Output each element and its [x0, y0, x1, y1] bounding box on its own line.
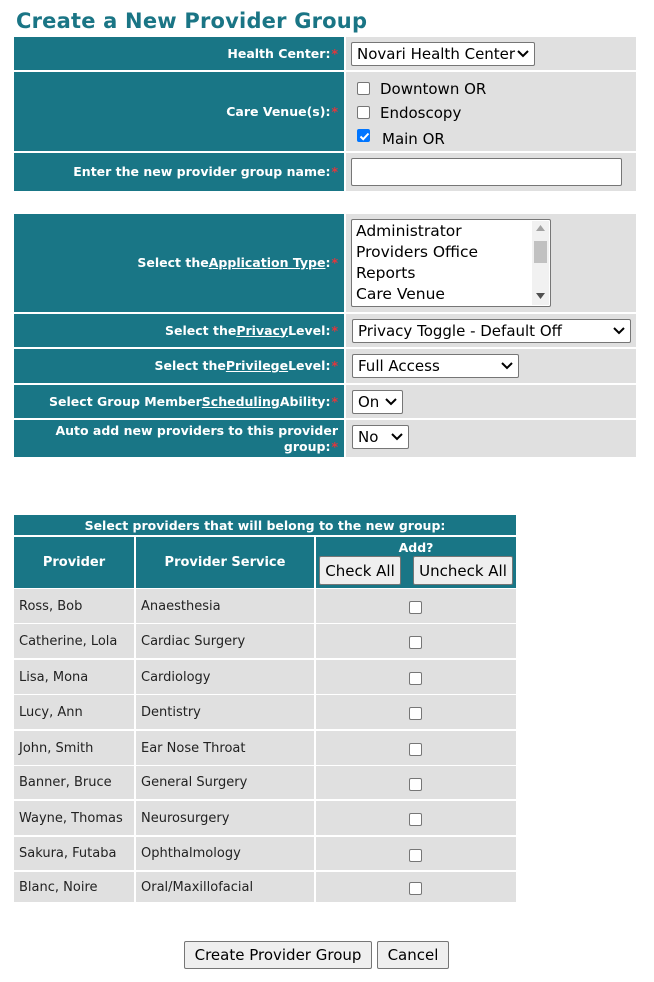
scheduling-help-link[interactable]: Scheduling [201, 393, 280, 409]
listbox-option[interactable]: Administrator [356, 222, 462, 240]
provider-add-checkbox[interactable] [409, 672, 422, 685]
provider-add-cell [316, 801, 516, 835]
provider-add-cell [316, 695, 516, 729]
page-title: Create a New Provider Group [16, 9, 368, 33]
scrollbar-thumb[interactable] [534, 241, 547, 263]
provider-service-cell: General Surgery [136, 766, 314, 799]
privilege-level-label: Select the Privilege Level: * [14, 349, 344, 383]
scheduling-ability-select[interactable]: On [352, 390, 403, 414]
provider-add-cell [316, 837, 516, 870]
provider-name-cell: Ross, Bob [14, 589, 134, 623]
privacy-level-label: Select the Privacy Level: * [14, 314, 344, 347]
group-name-input[interactable] [351, 158, 622, 186]
add-column-header [316, 537, 516, 588]
provider-add-checkbox[interactable] [409, 601, 422, 614]
provider-service-cell: Dentistry [136, 695, 314, 729]
provider-add-checkbox[interactable] [409, 882, 422, 895]
provider-service-cell: Cardiac Surgery [136, 624, 314, 658]
create-provider-group-button[interactable]: Create Provider Group [184, 941, 372, 969]
provider-name-cell: Wayne, Thomas [14, 801, 134, 835]
privacy-level-cell [346, 314, 636, 347]
care-venue-cell [346, 72, 636, 151]
checkmark-icon [358, 130, 371, 143]
privilege-level-cell [346, 349, 636, 383]
cancel-button[interactable]: Cancel [377, 941, 449, 969]
scheduling-ability-cell [346, 385, 636, 418]
privacy-level-select[interactable]: Privacy Toggle - Default Off [352, 319, 631, 343]
auto-add-select[interactable]: No [352, 425, 409, 449]
chevron-down-icon [612, 323, 626, 337]
provider-add-cell [316, 766, 516, 799]
provider-service-cell: Anaesthesia [136, 589, 314, 623]
scroll-down-icon[interactable] [536, 293, 545, 299]
provider-add-cell [316, 731, 516, 765]
providers-table-caption: Select providers that will belong to the new group: [14, 515, 516, 535]
care-venue-checkbox-main-or[interactable] [357, 129, 370, 142]
provider-add-checkbox[interactable] [409, 707, 422, 720]
listbox-option[interactable]: Providers Office [356, 243, 479, 261]
provider-service-cell: Cardiology [136, 660, 314, 694]
group-name-label: Enter the new provider group name: * [14, 153, 344, 191]
provider-name-cell: Sakura, Futaba [14, 837, 134, 870]
provider-name-cell: Catherine, Lola [14, 624, 134, 658]
provider-service-cell: Oral/Maxillofacial [136, 872, 314, 902]
care-venue-option-label: Main OR [382, 130, 445, 148]
health-center-cell [346, 37, 636, 70]
privacy-help-link[interactable]: Privacy [236, 322, 289, 338]
scroll-up-icon[interactable] [536, 225, 545, 231]
provider-column-header: Provider [14, 537, 134, 588]
care-venue-checkbox-endoscopy[interactable] [357, 106, 370, 119]
listbox-scrollbar[interactable] [532, 221, 549, 305]
provider-name-cell: Blanc, Noire [14, 872, 134, 902]
provider-add-checkbox[interactable] [409, 778, 422, 791]
scheduling-ability-label: Select Group Member Scheduling Ability: * [14, 385, 344, 418]
application-type-label: Select the Application Type : * [14, 214, 344, 312]
care-venue-option-label: Downtown OR [380, 80, 487, 98]
application-type-listbox[interactable] [351, 219, 551, 307]
provider-service-cell: Neurosurgery [136, 801, 314, 835]
chevron-down-icon [384, 394, 398, 408]
provider-service-column-header: Provider Service [136, 537, 314, 588]
provider-name-cell: Lucy, Ann [14, 695, 134, 729]
health-center-select[interactable]: Novari Health Center [351, 42, 535, 66]
auto-add-cell [346, 420, 636, 457]
provider-service-cell: Ear Nose Throat [136, 731, 314, 765]
provider-name-cell: Banner, Bruce [14, 766, 134, 799]
provider-add-cell [316, 872, 516, 902]
add-column-title: Add? [398, 540, 434, 555]
provider-add-cell [316, 589, 516, 623]
auto-add-label: Auto add new providers to this provider group:* [14, 420, 344, 457]
group-name-cell [346, 153, 636, 191]
care-venue-label: Care Venue(s): * [14, 72, 344, 151]
application-type-help-link[interactable]: Application Type [208, 255, 326, 270]
uncheck-all-button[interactable]: Uncheck All [413, 556, 513, 585]
check-all-button[interactable]: Check All [319, 556, 401, 585]
provider-add-checkbox[interactable] [409, 743, 422, 756]
health-center-label: Health Center: * [14, 37, 344, 70]
privilege-help-link[interactable]: Privilege [225, 358, 289, 373]
provider-name-cell: John, Smith [14, 731, 134, 765]
listbox-option[interactable]: Care Venue [356, 285, 445, 303]
privilege-level-select[interactable]: Full Access [352, 354, 519, 378]
provider-add-cell [316, 624, 516, 658]
care-venue-checkbox-downtown-or[interactable] [357, 82, 370, 95]
application-type-cell [346, 214, 636, 312]
provider-add-checkbox[interactable] [409, 813, 422, 826]
provider-service-cell: Ophthalmology [136, 837, 314, 870]
listbox-option[interactable]: Reports [356, 264, 416, 282]
provider-add-checkbox[interactable] [409, 849, 422, 862]
provider-add-checkbox[interactable] [409, 636, 422, 649]
chevron-down-icon [516, 46, 530, 60]
chevron-down-icon [390, 429, 404, 443]
chevron-down-icon [500, 358, 514, 372]
provider-name-cell: Lisa, Mona [14, 660, 134, 694]
provider-add-cell [316, 660, 516, 694]
care-venue-option-label: Endoscopy [380, 104, 462, 122]
